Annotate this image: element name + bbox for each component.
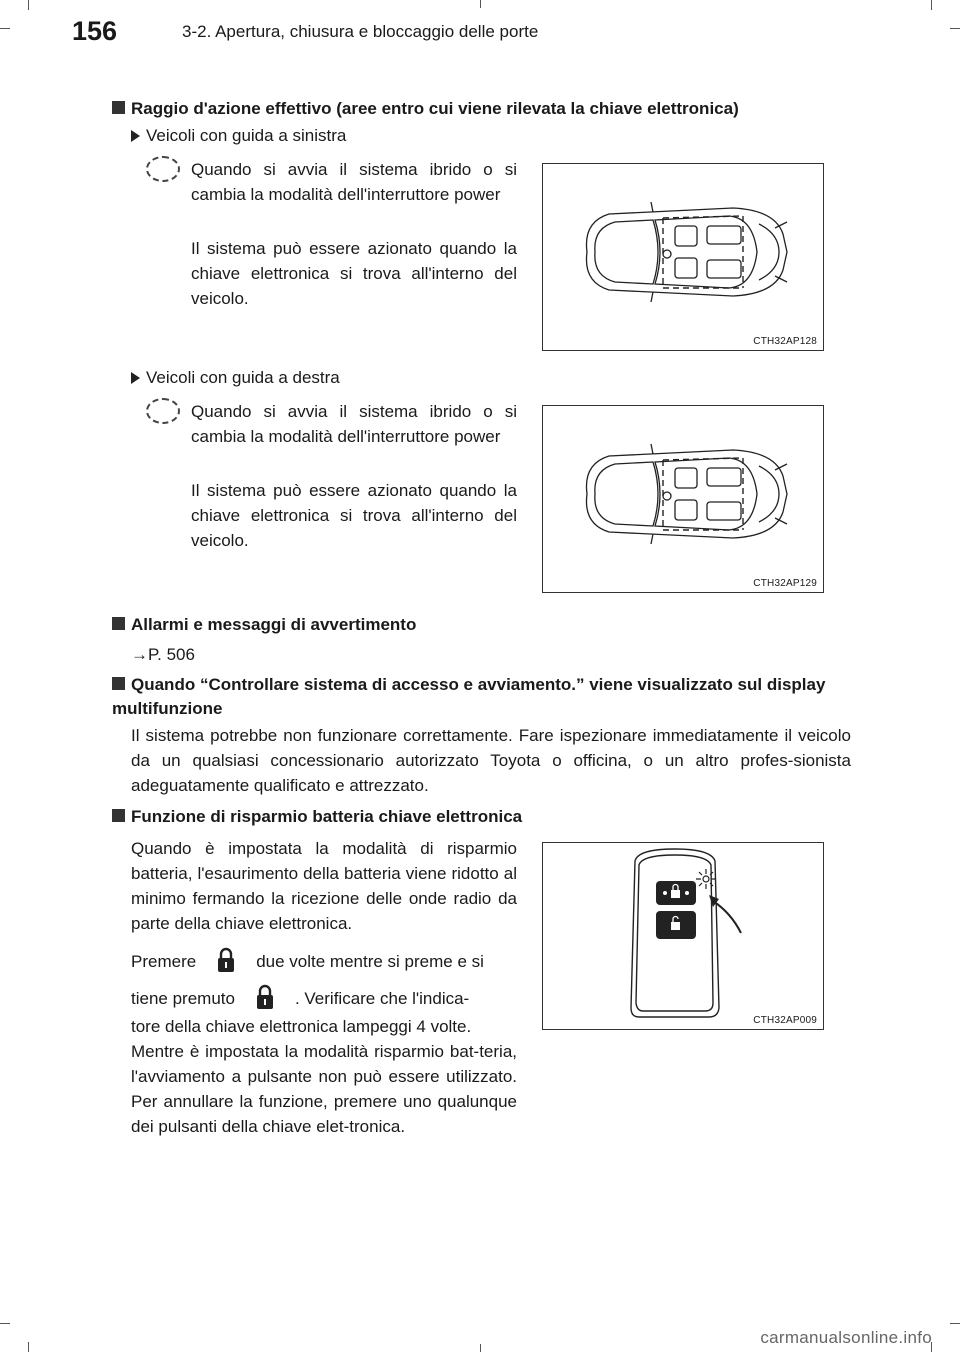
smart-key-icon	[543, 843, 823, 1029]
range-heading: Raggio d'azione effettivo (aree entro cui viene rilevata la chiave elettronica)	[112, 97, 850, 121]
bullet-square-icon	[112, 617, 125, 630]
lhd-text-1: Quando si avvia il sistema ibrido o si cambia la modalità dell'interruttore power	[191, 160, 517, 204]
car-top-view-icon	[543, 164, 823, 350]
rhd-subheading: Veicoli con guida a destra	[131, 367, 340, 389]
check-system-heading: Quando “Controllare sistema di accesso e avviamento.” viene visualizzato sul display multifunzione	[112, 675, 826, 718]
battery-saving-heading: Funzione di risparmio batteria chiave elettronica	[112, 805, 850, 829]
image-code: CTH32AP128	[753, 336, 817, 347]
section-title: 3-2. Apertura, chiusura e bloccaggio delle porte	[182, 22, 539, 41]
bullet-square-icon	[112, 809, 125, 822]
alarms-heading: Allarmi e messaggi di avvertimento	[112, 613, 850, 637]
lhd-subheading: Veicoli con guida a sinistra	[131, 125, 346, 147]
battery-saving-instruction-line1: Premere due volte mentre si preme e si	[131, 947, 517, 975]
watermark[interactable]: carmanualsonline.info	[760, 1328, 932, 1347]
rhd-text-1: Quando si avvia il sistema ibrido o si cambia la modalità dell'interruttore power	[191, 402, 517, 446]
rhd-text-2: Il sistema può essere azionato quando la chiave elettronica si trova all'interno del veicolo.	[191, 481, 517, 550]
lhd-car-illustration	[542, 163, 824, 351]
bullet-square-icon	[112, 101, 125, 114]
arrow-right-icon	[131, 130, 140, 142]
page-reference-link[interactable]: →P. 506	[131, 645, 195, 664]
check-system-text: Il sistema potrebbe non funzionare correttamente. Fare ispezionare immediatamente il veicolo da un qualsiasi concessionario autorizzato Toyota o officina, o un altro profes-sionista adeguatamente qualificato e attrezzato.	[131, 726, 851, 795]
page-number: 156	[72, 16, 118, 46]
lock-button-icon	[255, 984, 275, 1010]
image-code: CTH32AP009	[753, 1015, 817, 1026]
image-code: CTH32AP129	[753, 578, 817, 589]
detection-area-legend-icon	[146, 156, 180, 182]
battery-saving-instruction-line3: tore della chiave elettronica lampeggi 4 volte.	[131, 1017, 472, 1036]
battery-saving-text-1: Quando è impostata la modalità di risparmio batteria, l'esaurimento della batteria viene ridotto al minimo fermando la ricezione delle onde radio da parte della chiave elettronica.	[131, 839, 517, 933]
smart-key-illustration	[542, 842, 824, 1030]
arrow-right-icon	[131, 372, 140, 384]
bullet-square-icon	[112, 677, 125, 690]
lock-button-icon	[216, 947, 236, 973]
battery-saving-text-3: Mentre è impostata la modalità risparmio bat-teria, l'avviamento a pulsante non può essere utilizzato. Per annullare la funzione, premere uno qualunque dei pulsanti della chiave elet-tronica.	[131, 1042, 517, 1136]
rhd-car-illustration	[542, 405, 824, 593]
lhd-text-2: Il sistema può essere azionato quando la chiave elettronica si trova all'interno del veicolo.	[191, 239, 517, 308]
detection-area-legend-icon	[146, 398, 180, 424]
car-top-view-icon	[543, 406, 823, 592]
battery-saving-instruction-line2: tiene premuto . Verificare che l'indica-	[131, 984, 517, 1012]
